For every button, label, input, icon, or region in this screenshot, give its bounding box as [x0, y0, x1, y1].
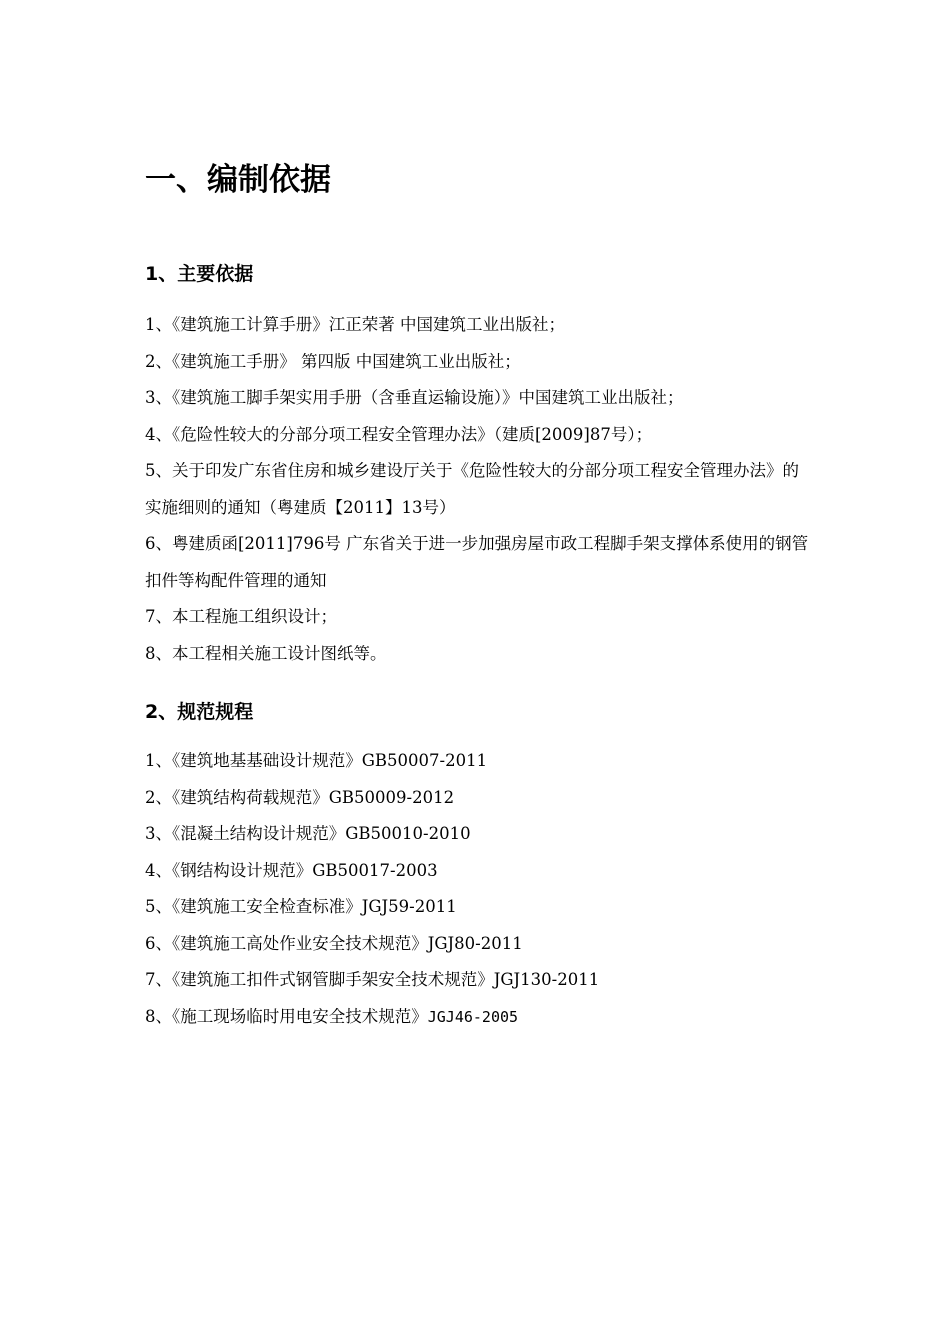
list-item: 5、关于印发广东省住房和城乡建设厅关于《危险性较大的分部分项工程安全管理办法》的实施细则的通知（粤建质【2011】13号）	[145, 461, 799, 517]
main-basis-list	[145, 307, 815, 672]
list-item-title: 8、《施工现场临时用电安全技术规范》	[145, 1006, 428, 1026]
list-item: 6、《建筑施工高处作业安全技术规范》JGJ80-2011	[145, 933, 523, 953]
list-item: 3、《建筑施工脚手架实用手册（含垂直运输设施）》中国建筑工业出版社；	[145, 388, 684, 407]
list-item: 2、《建筑施工手册》 第四版 中国建筑工业出版社；	[145, 351, 521, 371]
list-item: 2、《建筑结构荷载规范》GB50009-2012	[145, 787, 455, 807]
list-item: 3、《混凝土结构设计规范》GB50010-2010	[145, 824, 471, 843]
list-item-code: JGJ46-2005	[427, 1007, 519, 1026]
section-heading-main-basis: 1、主要依据	[145, 263, 254, 285]
list-item: 7、《建筑施工扣件式钢管脚手架安全技术规范》JGJ130-2011	[145, 970, 600, 989]
list-item: 1、《建筑地基基础设计规范》GB50007-2011	[145, 751, 488, 770]
section-heading-codes: 2、规范规程	[145, 701, 254, 723]
list-item: 4、《钢结构设计规范》GB50017-2003	[145, 860, 438, 880]
list-item: 4、《危险性较大的分部分项工程安全管理办法》（建质[2009]87号）；	[145, 424, 653, 444]
list-item	[145, 999, 815, 1036]
list-item: 6、粤建质函[2011]796号 广东省关于进一步加强房屋市政工程脚手架支撑体系使用的钢管扣件等构配件管理的通知	[145, 534, 809, 590]
list-item: 5、《建筑施工安全检查标准》JGJ59-2011	[145, 897, 457, 916]
page-title: 一、编制依据	[145, 162, 331, 198]
list-item: 8、本工程相关施工设计图纸等。	[145, 643, 387, 663]
codes-list	[145, 743, 815, 1035]
list-item: 7、本工程施工组织设计；	[145, 607, 337, 626]
list-item: 1、《建筑施工计算手册》江正荣著 中国建筑工业出版社；	[145, 315, 565, 334]
